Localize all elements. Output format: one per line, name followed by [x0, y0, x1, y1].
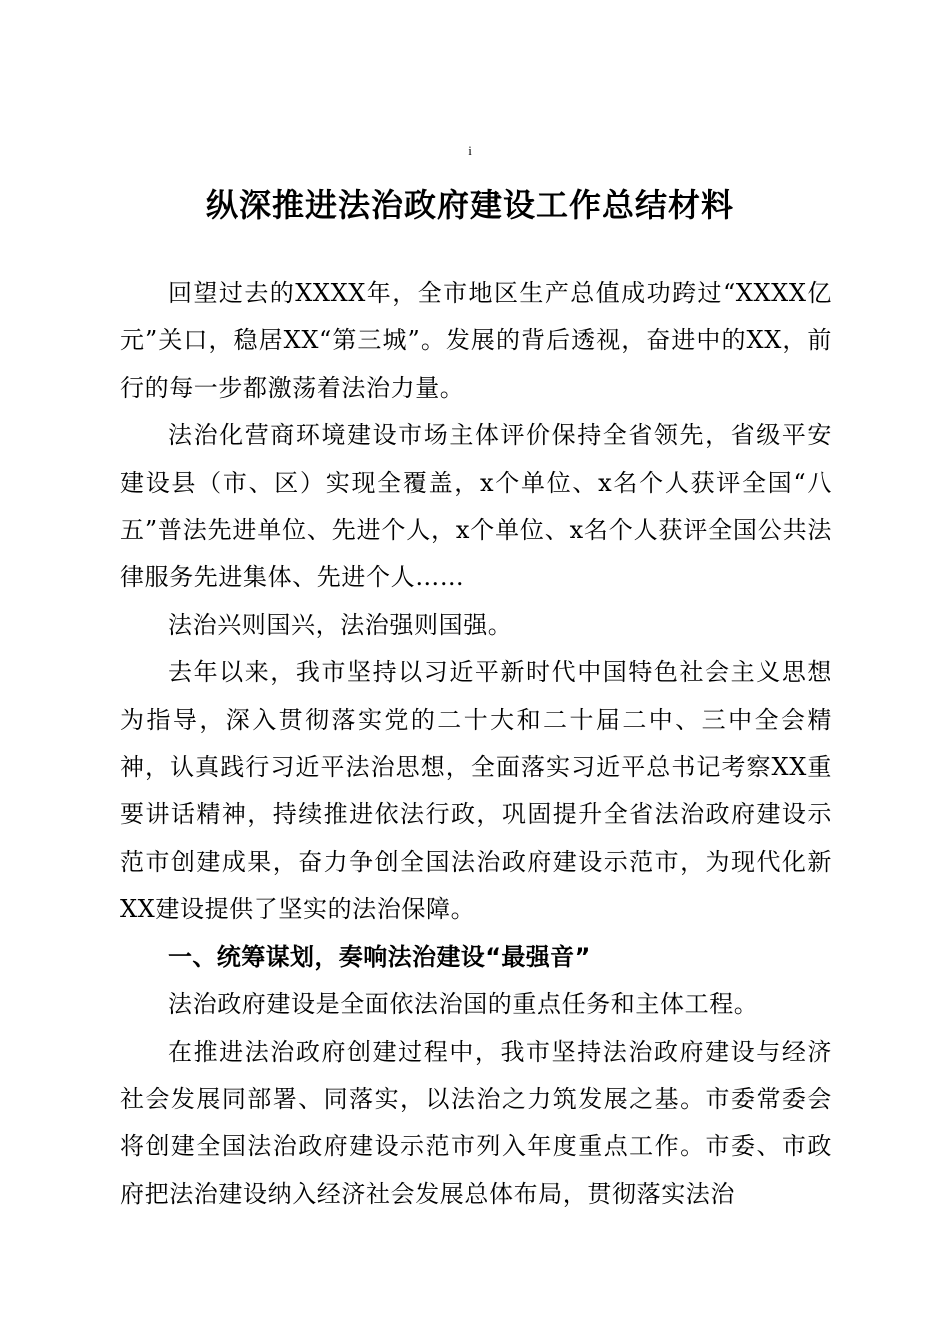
paragraph-section-1-a: 法治政府建设是全面依法治国的重点任务和主体工程。 [168, 990, 759, 1019]
document-title: 纵深推进法治政府建设工作总结材料 [205, 186, 734, 224]
paragraph-motto: 法治兴则国兴，法治强则国强。 [168, 610, 513, 639]
paragraph-section-1-b: 在推进法治政府创建过程中，我市坚持法治政府建设与经济社会发展同部署、同落实，以法治之力筑发展之基。市委常委会将创建全国法治政府建设示范市列入年度重点工作。市委、市政府把法治建设纳入经济社会发展总体布局，贯彻落实法治 [120, 1037, 832, 1208]
paragraph-achievements: 法治化营商环境建设市场主体评价保持全省领先，省级平安建设县（市、区）实现全覆盖，x个单位、x名个人获评全国“八五”普法先进单位、先进个人，x个单位、x名个人获评全国公共法律服务先进集体、先进个人…… [120, 421, 832, 592]
page-number: i [468, 143, 472, 158]
paragraph-intro: 回望过去的XXXX年，全市地区生产总值成功跨过“XXXX亿元”关口，稳居XX“第三城”。发展的背后透视，奋进中的XX，前行的每一步都激荡着法治力量。 [120, 279, 832, 402]
paragraph-overview: 去年以来，我市坚持以习近平新时代中国特色社会主义思想为指导，深入贯彻落实党的二十大和二十届二中、三中全会精神，认真践行习近平法治思想，全面落实习近平总书记考察XX重要讲话精神，持续推进依法行政，巩固提升全省法治政府建设示范市创建成果，奋力争创全国法治政府建设示范市，为现代化新XX建设提供了坚实的法治保障。 [120, 658, 832, 924]
document-body [120, 270, 832, 1218]
section-heading-1: 一、统筹谋划，奏响法治建设“最强音” [168, 942, 591, 971]
